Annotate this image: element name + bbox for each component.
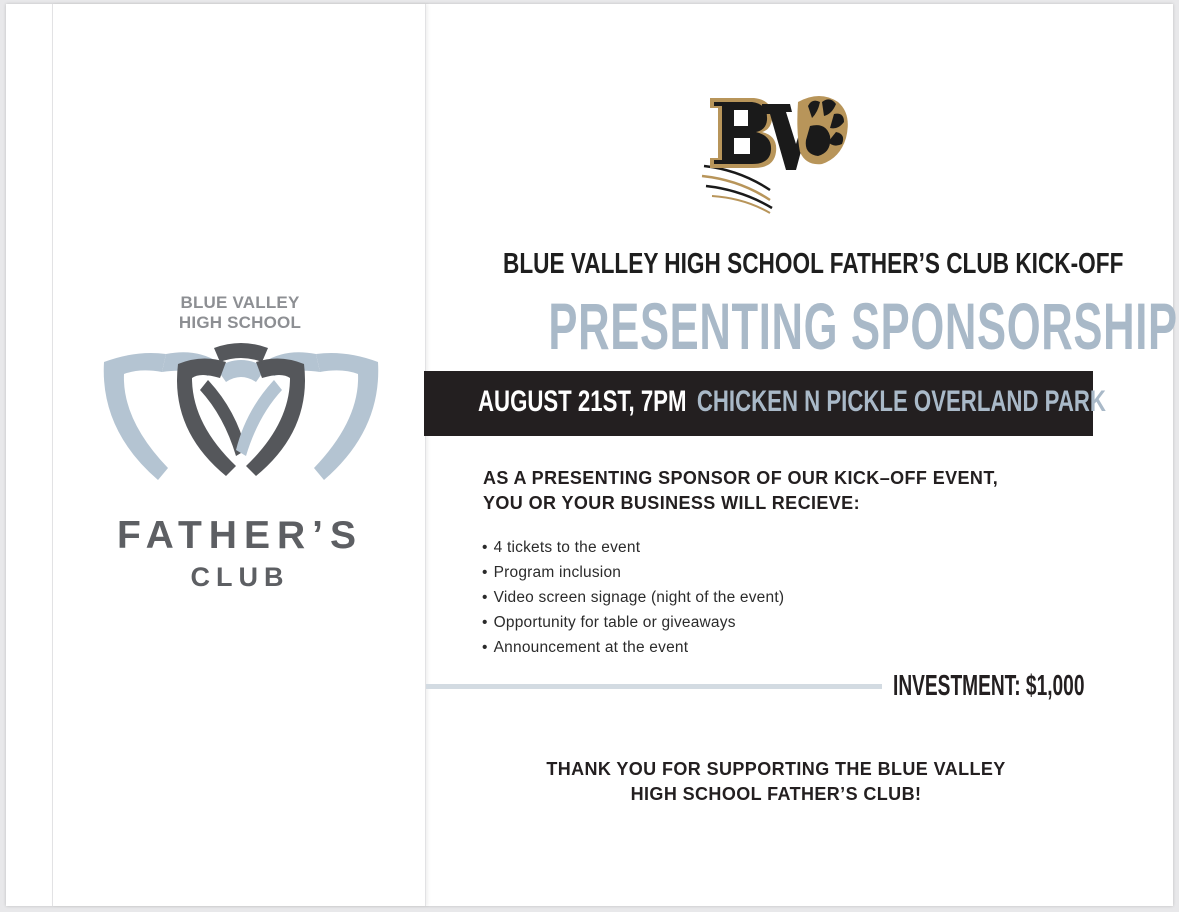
benefits-intro [483,466,1103,516]
logo-club-word: CLUB [190,562,290,592]
intro-line-2: YOU OR YOUR BUSINESS WILL RECIEVE: [483,493,860,513]
investment-amount: INVESTMENT: $1,000 [893,670,1085,702]
logo-fathers-word: FATHER’S [117,514,363,557]
sponsorship-title: PRESENTING SPONSORSHIP [548,289,1178,363]
divider-rule [426,684,882,689]
event-info-text [478,385,1106,419]
left-margin-strip [6,4,52,906]
thank-you-message [426,757,1126,807]
fathers-club-logo [70,282,410,622]
benefit-item: • Program inclusion [482,560,982,585]
logo-school-line-2: HIGH SCHOOL [178,313,302,332]
shield-emblem-icon [96,340,386,490]
intro-line-1: AS A PRESENTING SPONSOR OF OUR KICK–OFF EVENT, [483,468,999,488]
benefit-item: • Opportunity for table or giveaways [482,610,982,635]
benefits-list [482,535,982,660]
event-headline: BLUE VALLEY HIGH SCHOOL FATHER’S CLUB KICK-OFF [503,248,1124,280]
benefit-item: • Video screen signage (night of the event) [482,585,982,610]
thanks-line-1: THANK YOU FOR SUPPORTING THE BLUE VALLEY [546,759,1006,779]
event-date-time: AUGUST 21ST, 7PM [478,385,687,418]
benefit-item: • Announcement at the event [482,635,982,660]
event-location: CHICKEN N PICKLE OVERLAND PARK [696,385,1106,418]
logo-school-line-1: BLUE VALLEY [180,293,300,312]
thanks-line-2: HIGH SCHOOL FATHER’S CLUB! [630,784,922,804]
bv-tiger-paw-logo-icon [700,92,850,216]
benefit-item: • 4 tickets to the event [482,535,982,560]
